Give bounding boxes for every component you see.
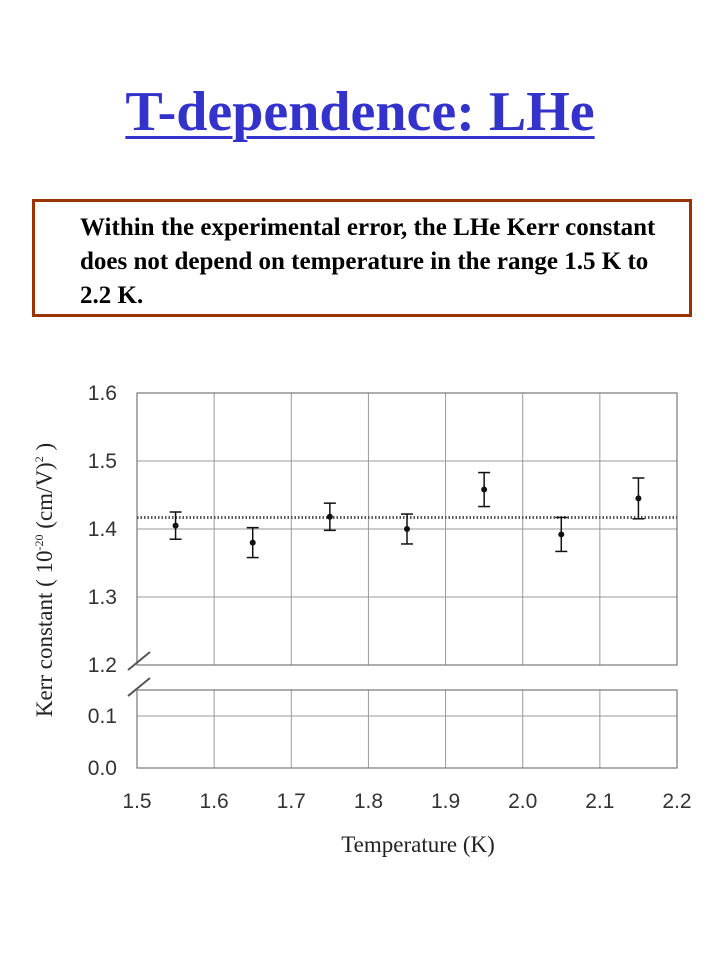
plot-frame <box>137 393 677 768</box>
note-box <box>32 199 692 317</box>
data-point-group <box>632 478 644 519</box>
data-point <box>481 487 487 493</box>
x-tick-label: 2.1 <box>585 790 615 813</box>
x-tick-label: 1.7 <box>276 790 306 813</box>
y-axis-title-exponent: -20 <box>32 534 46 551</box>
grid-layer <box>137 393 677 768</box>
y-tick-label: 1.5 <box>87 450 117 473</box>
y-tick-label: 1.4 <box>87 518 117 541</box>
data-point-group <box>247 528 259 558</box>
x-axis-title: Temperature (K) <box>341 832 495 857</box>
axis-break-mark-lower <box>128 678 150 696</box>
note-text: Within the experimental error, the LHe Kerr constant does not depend on temperature in the range 1.5 K to 2.2 K. <box>80 214 656 309</box>
slide-title: T-dependence: LHe <box>125 81 595 143</box>
data-points-layer <box>170 473 645 558</box>
y-tick-label: 0.0 <box>87 757 117 780</box>
data-point <box>635 495 641 501</box>
y-axis-title-power: 2 <box>32 456 46 463</box>
y-axis-title <box>32 443 57 717</box>
y-axis-title-prefix: Kerr constant ( 10 <box>32 550 57 718</box>
data-point <box>173 523 179 529</box>
x-tick-label: 2.2 <box>662 790 692 813</box>
data-point <box>327 514 333 520</box>
y-axis-title-suffix: ) <box>32 442 57 457</box>
data-point <box>250 540 256 546</box>
data-point <box>558 531 564 537</box>
data-point-group <box>555 517 567 551</box>
axis-break-mark-upper <box>128 652 150 670</box>
x-tick-label: 1.6 <box>199 790 229 813</box>
kerr-constant-chart <box>0 360 720 880</box>
x-tick-label: 1.8 <box>353 790 384 813</box>
y-tick-label: 1.3 <box>87 586 117 609</box>
y-axis-title-middle: (cm/V) <box>32 462 57 535</box>
x-tick-label: 1.5 <box>122 790 152 813</box>
y-tick-label: 1.2 <box>87 654 117 677</box>
y-tick-label: 1.6 <box>87 382 117 405</box>
y-tick-label: 0.1 <box>87 705 117 728</box>
data-point <box>404 526 410 532</box>
x-tick-label: 1.9 <box>430 790 461 813</box>
lower-panel-frame <box>137 690 677 768</box>
data-point-group <box>478 473 490 507</box>
x-tick-label: 2.0 <box>508 790 538 813</box>
